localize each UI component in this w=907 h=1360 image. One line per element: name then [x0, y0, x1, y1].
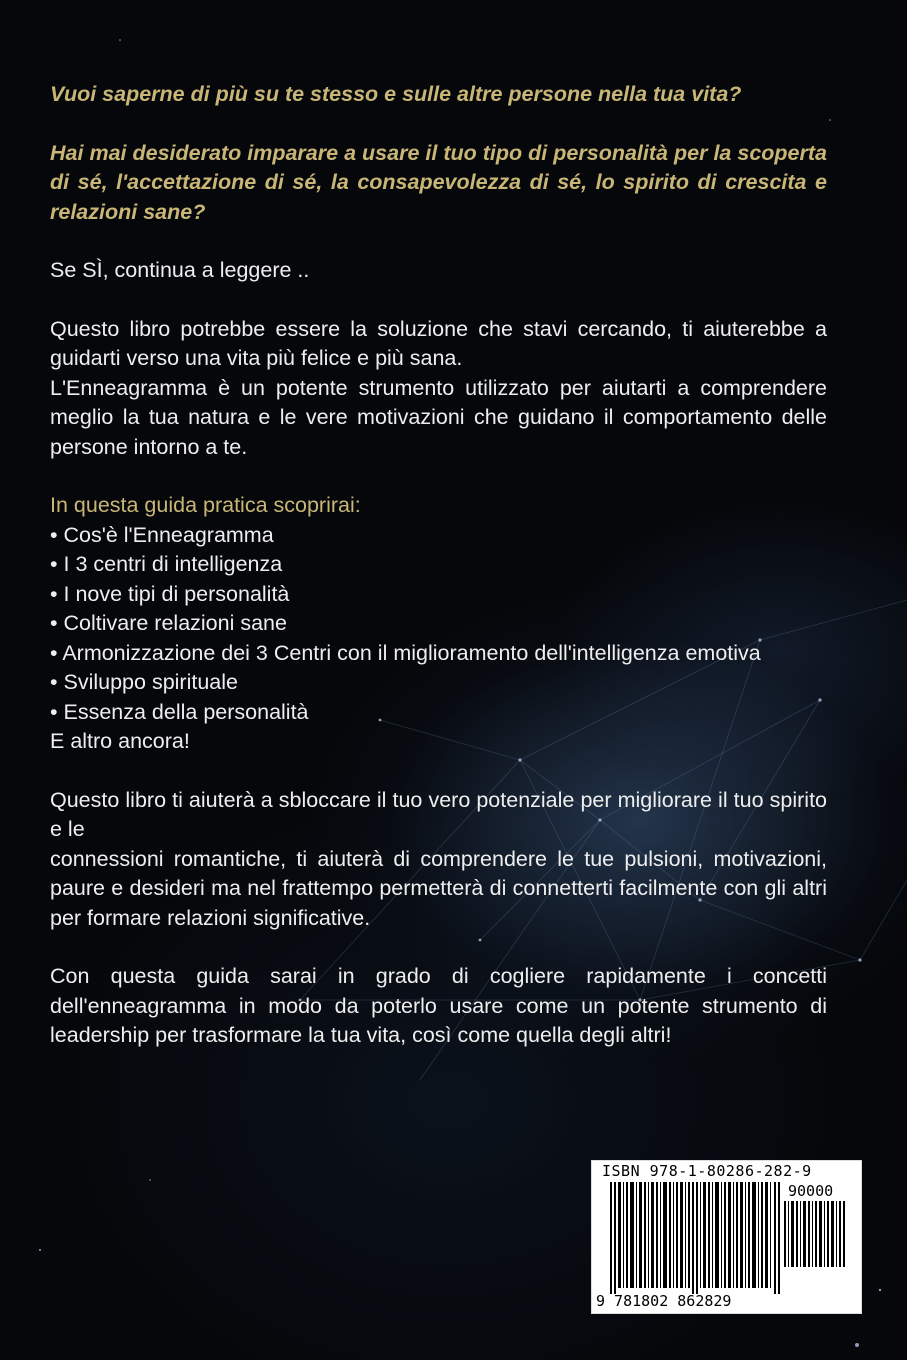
guide-item: • I nove tipi di personalità [50, 581, 290, 606]
ean-bars [610, 1182, 782, 1294]
ean-number: 9 781802 862829 [596, 1292, 732, 1310]
intro-question-1: Vuoi saperne di più su te stesso e sulle altre persone nella tua vita? [50, 82, 742, 106]
hook-line: Se SÌ, continua a leggere .. [50, 258, 310, 282]
guide-item: • Essenza della personalità [50, 699, 309, 724]
guide-item: • Sviluppo spirituale [50, 670, 238, 694]
paragraph-2: L'Enneagramma è un potente strumento utilizzato per aiutarti a comprendere meglio la tua natura e le vere motivazioni che guidano il comportamento delle persone intorno a te. [50, 375, 827, 459]
paragraph-4: Con questa guida sarai in grado di cogliere rapidamente i concetti dell'enneagramma in modo da poterlo usare come un potente strumento di leadership per trasformare la tua vita, così come quella degli altri! [50, 964, 827, 1047]
guide-closing: E altro ancora! [50, 729, 190, 753]
guide-item: • Armonizzazione dei 3 Centri con il miglioramento dell'intelligenza emotiva [50, 640, 761, 665]
isbn-barcode [591, 1160, 862, 1314]
intro-question-2: Hai mai desiderato imparare a usare il tuo tipo di personalità per la scoperta di sé, l'accettazione di sé, la consapevolezza di sé, lo spirito di crescita e relazioni sane? [50, 140, 827, 224]
price-code: 90000 [788, 1182, 834, 1200]
addon-bars [784, 1201, 846, 1267]
paragraph-3b: connessioni romantiche, ti aiuterà di comprendere le tue pulsioni, motivazioni, paure e desideri ma nel frattempo permetterà di connetterti facilmente con gli altri per formare relazioni significative. [50, 846, 827, 930]
paragraph-3a: Questo libro ti aiuterà a sbloccare il tuo vero potenziale per migliorare il tuo spirito e le [50, 787, 827, 841]
guide-item: • Coltivare relazioni sane [50, 611, 287, 635]
paragraph-1: Questo libro potrebbe essere la soluzione che stavi cercando, ti aiuterebbe a guidarti verso una vita più felice e più sana. [50, 316, 827, 370]
guide-heading: In questa guida pratica scoprirai: [50, 493, 361, 517]
guide-item: • Cos'è l'Enneagramma [50, 522, 274, 547]
back-cover-text [50, 80, 827, 1051]
guide-item: • I 3 centri di intelligenza [50, 552, 283, 576]
isbn-label: ISBN 978-1-80286-282-9 [602, 1162, 812, 1180]
